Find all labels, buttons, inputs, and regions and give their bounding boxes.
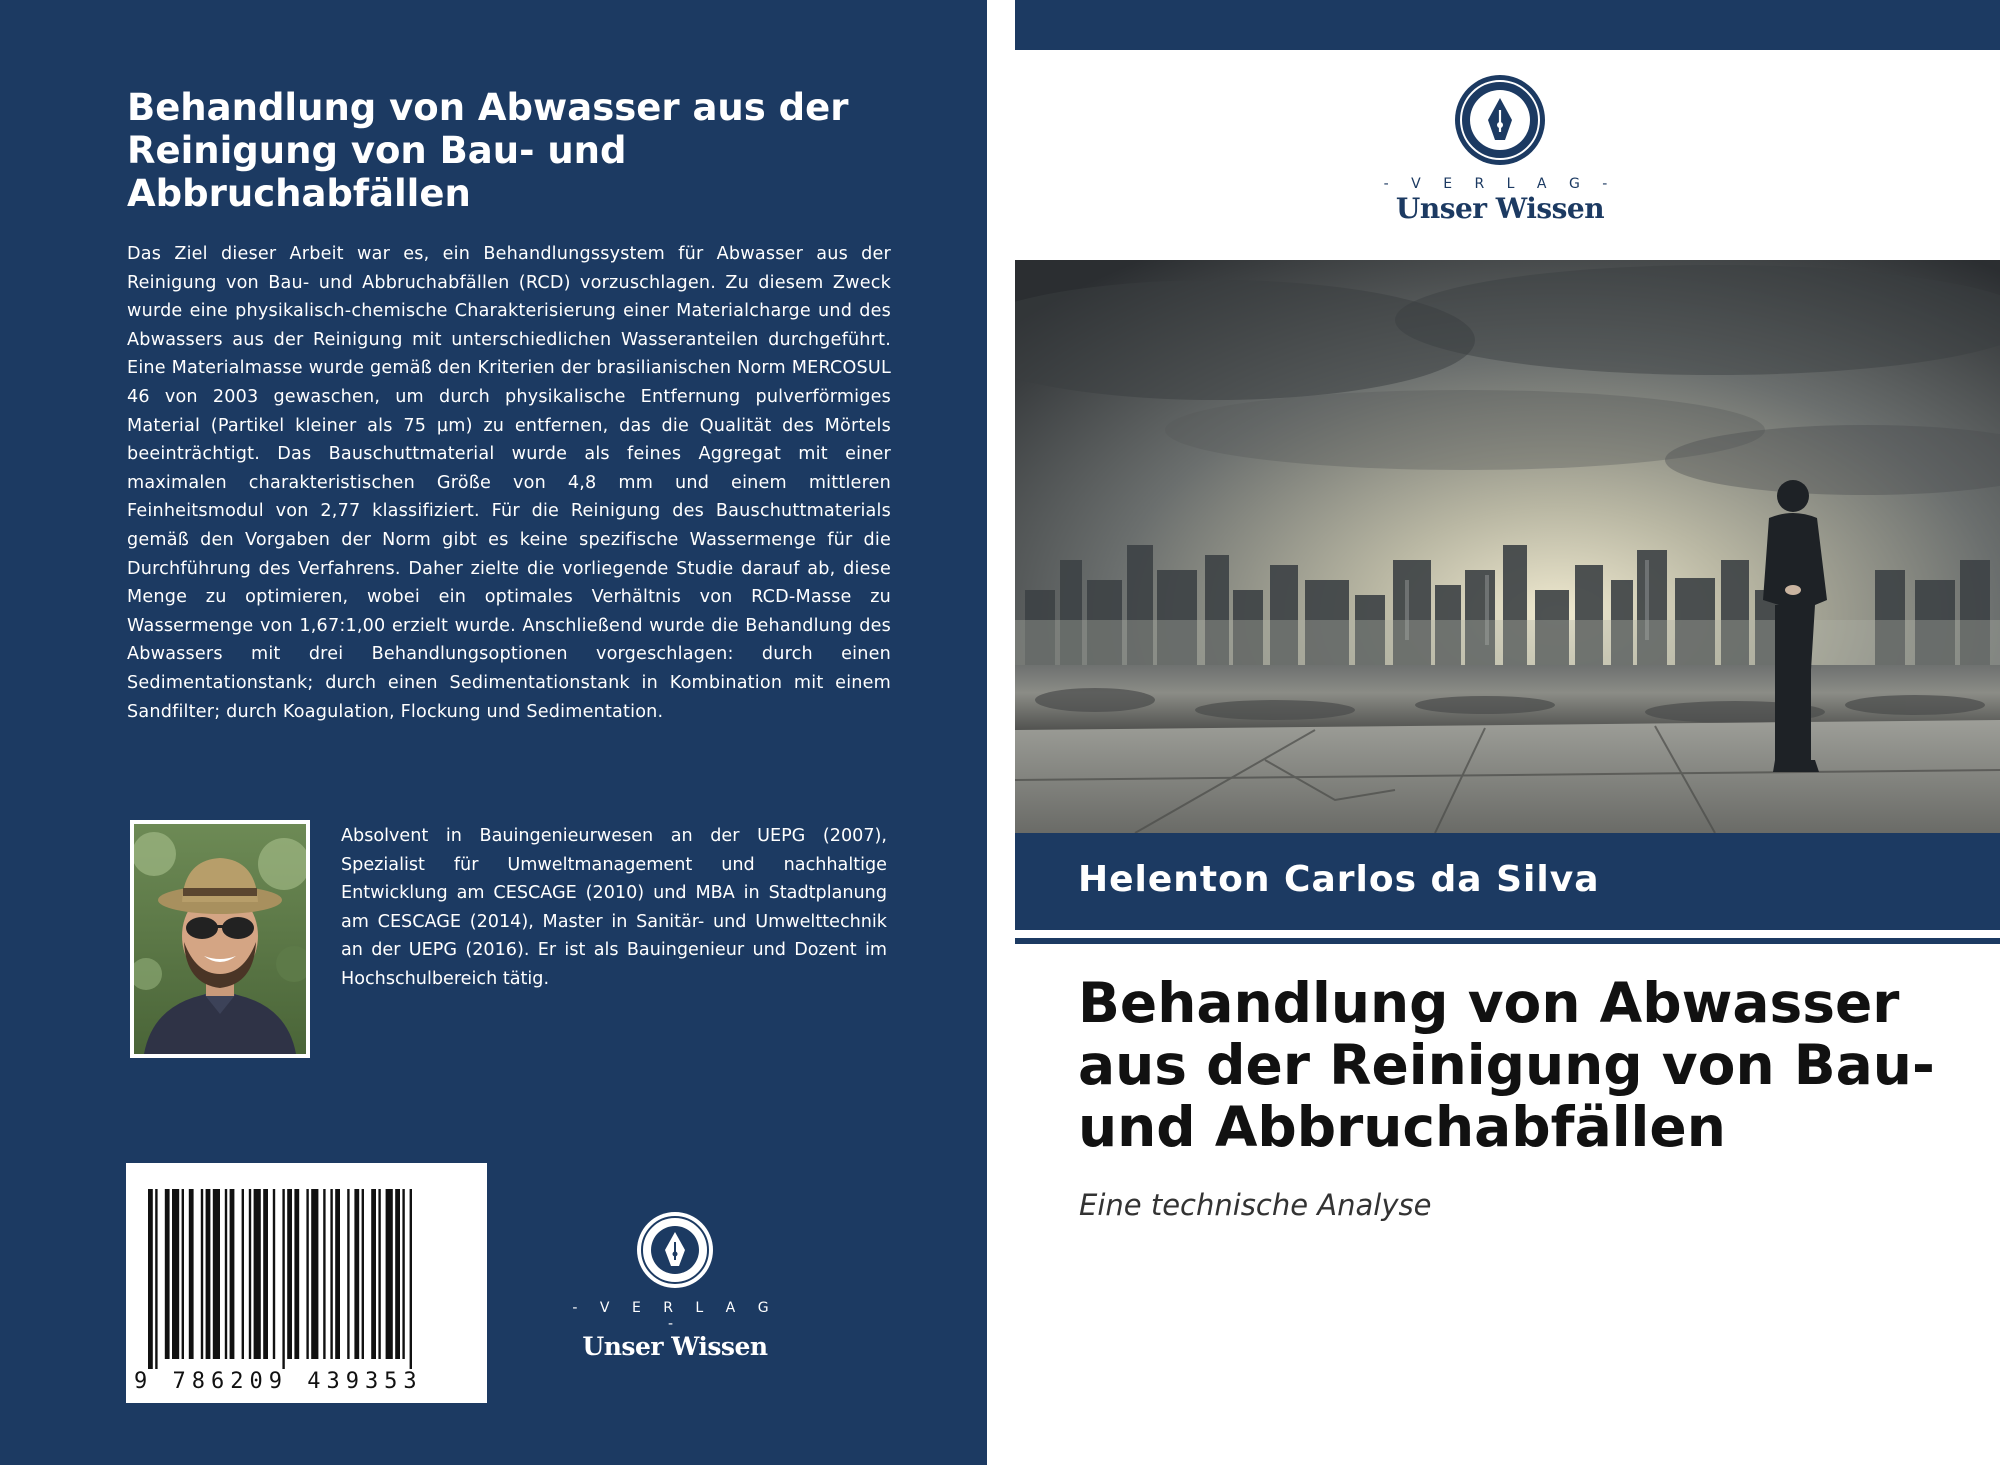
barcode-bar	[282, 1189, 284, 1369]
barcode-bar	[273, 1189, 275, 1359]
barcode-bar	[254, 1189, 261, 1359]
barcode-bar	[378, 1189, 380, 1359]
barcode-bar	[242, 1189, 244, 1359]
back-cover-title: Behandlung von Abwasser aus der Reinigung von Bau- und Abbruchabfällen	[127, 86, 849, 215]
barcode-bar	[354, 1189, 359, 1359]
barcode-bar	[386, 1189, 393, 1359]
barcode-bar	[201, 1189, 203, 1359]
barcode-bar	[263, 1189, 268, 1359]
front-logo-verlag: - V E R L A G -	[1383, 176, 1617, 192]
back-logo-publisher-name: Unser Wissen	[582, 1332, 768, 1361]
front-cover-title: Behandlung von Abwasser aus der Reinigung von Bau- und Abbruchabfällen	[1078, 971, 1935, 1159]
back-cover	[0, 0, 987, 1465]
barcode-bar	[172, 1189, 179, 1359]
book-blurb: Das Ziel dieser Arbeit war es, ein Behandlungssystem für Abwasser aus der Reinigung von Bau- und Abbruchabfällen (RCD) vorzuschlagen. Zu diesem Zweck wurde eine physikalisch-chemische Charakterisierung einer Materialcharge und des Abwassers aus der Reinigung mit unterschiedlichen Wasseranteilen durchgeführt. Eine Materialmasse wurde gemäß den Kriterien der brasilianischen Norm MERCOSUL 46 von 2003 gewaschen, um durch physikalische Entfernung pulverförmiges Material (Partikel kleiner als 75 µm) zu entfernen, das die Qualität des Mörtels beeinträchtigt. Das Bauschuttmaterial wurde als feines Aggregat mit einer maximalen charakteristischen Größe von 4,8 mm und einem mittleren Feinheitsmodul von 2,77 klassifiziert. Für die Reinigung des Bauschuttmaterials gemäß den Vorgaben der Norm gibt es keine spezifische Wassermenge für die Durchführung des Verfahrens. Daher zielte die vorliegende Studie darauf ab, diese Menge zu optimieren, wobei ein optimales Verhältnis von RCD-Masse zu Wassermenge von 1,67:1,00 erzielt wurde. Anschließend wurde die Behandlung des Abwassers mit drei Behandlungsoptionen vorgeschlagen: durch einen Sedimentationstank; durch einen Sedimentationstank in Kombination mit einem Sandfilter; durch Koagulation, Flockung und Sedimentation.	[127, 244, 891, 722]
barcode-bar	[287, 1189, 292, 1359]
front-publisher-logo	[1380, 72, 1620, 225]
author-name: Helenton Carlos da Silva	[1078, 859, 1600, 900]
barcode-bar	[189, 1189, 194, 1359]
barcode-bar	[362, 1189, 364, 1359]
back-publisher-logo	[560, 1210, 790, 1361]
barcode-bar	[371, 1189, 376, 1359]
barcode-bar	[155, 1189, 157, 1369]
barcode-bar	[410, 1189, 412, 1369]
barcode-bar	[347, 1189, 349, 1359]
back-logo-verlag: - V E R L A G -	[572, 1300, 778, 1332]
front-cover-subtitle: Eine technische Analyse	[1079, 1188, 1432, 1222]
barcode-bar	[230, 1189, 235, 1359]
barcode-bar	[330, 1189, 332, 1359]
barcode-bar	[206, 1189, 211, 1359]
spine-gap	[987, 0, 1015, 1465]
barcode-bar	[148, 1189, 153, 1369]
author-bio: Absolvent in Bauingenieurwesen an der UEPG (2007), Spezialist für Umweltmanagement und nachhaltige Entwicklung am CESCAGE (2010) und MBA in Stadtplanung am CESCAGE (2014), Master in Sanitär- und Umwelttechnik an der UEPG (2016). Er ist als Bauingenieur und Dozent im Hochschulbereich tätig.	[341, 826, 887, 989]
cover-photo-city-skyline	[1015, 260, 2000, 833]
barcode-bar	[294, 1189, 299, 1359]
front-logo-publisher-name: Unser Wissen	[1395, 192, 1605, 225]
fountain-pen-nib-icon	[635, 1210, 715, 1290]
front-rule	[1015, 938, 2000, 944]
barcode-bar	[225, 1189, 227, 1359]
barcode-bar	[165, 1189, 170, 1359]
barcode-bar	[249, 1189, 251, 1359]
barcode-bar	[182, 1189, 184, 1359]
barcode-bar	[335, 1189, 340, 1359]
barcode-bar	[213, 1189, 220, 1359]
barcode-bar	[323, 1189, 325, 1359]
author-photo	[130, 820, 310, 1058]
fountain-pen-nib-icon	[1452, 72, 1548, 168]
barcode-bar	[395, 1189, 400, 1359]
barcode-icon	[126, 1163, 487, 1403]
front-top-bar	[1015, 0, 2000, 50]
barcode-bar	[311, 1189, 318, 1359]
barcode-bar	[306, 1189, 308, 1359]
barcode-bar	[402, 1189, 404, 1359]
isbn-digits: 9 786209 439353	[134, 1369, 423, 1394]
author-band	[1015, 833, 2000, 930]
isbn-barcode	[126, 1163, 487, 1403]
